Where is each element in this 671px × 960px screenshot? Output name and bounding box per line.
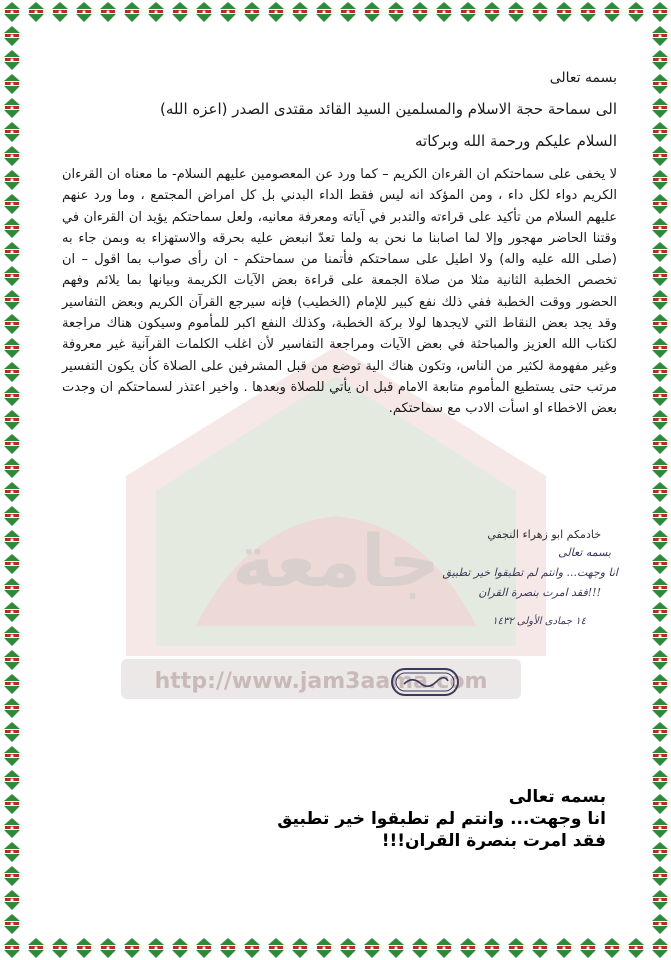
letter-basmala: بسمه تعالى bbox=[549, 70, 617, 86]
reply-line-3: فقد امرت بنصرة القران!!! bbox=[381, 831, 606, 851]
letter-body bbox=[62, 56, 617, 420]
handwritten-line-1: بسمه تعالى bbox=[558, 546, 611, 559]
letter-paragraph: لا يخفى على سماحتكم ان القرءان الكريم – كما ورد عن المعصومين عليهم السلام- ما معناه ان القرءان الكريم دواء لكل داء ، ومن المؤكد انه ليس فقط الداء البدني بل كل امراض المجتمع ، وما ورد عنهم عليهم السلام من تأكيد على قراءته والتدبر في آياته ومعرفة معانيه، ولعل سماحتكم يؤيد ان القرءان في وقتنا الحاضر مهجور وإلا لما اصابنا ما نحن به ولما تعدّ انبعض عليه بحرقه والاستهزاء به وبمن جاء به (صلى الله عليه واله) ولا اطيل على سماحتكم فأتمنا من سماحتكم - ان رأى صواب بما اقول – ان تخصص الخطبة الثانية مثلا من صلاة الجمعة على قراءة بعض الآيات الكريمة وبيانها بما يلائم وفهم الحضور ووقت الخطبة ففي ذلك نفع كبير للإمام (الخطيب) فإنه سيرجع القرآن الكريم وبعض التفاسير وقد يجد بعض النقاط التي لايجدها لولا بركة الخطبة، وكذلك النفع اكبر للمأموم وسيكون هناك مراجعة لكتاب الله العزيز والمباحثة في بعض الآيات ومراجعة التفاسير لأن اغلب الكلمات القرآنية غير معروفة وغير مفهومة لكثير من الناس، وتكون هناك الية توضع من قبل المشرفين على الصلاة كأن يكون التفسير مرتب حتى يستطيع المأموم متابعة الامام قبل ان يأتي للصلاة وبعدها . واخير اعتذر لسماحتكم ان وجدت بعض الاخطاء او اسأت الادب مع سماحتكم. bbox=[62, 167, 617, 417]
handwritten-line-3: فقد امرت بنصرة القران!!! bbox=[478, 586, 601, 599]
seal-stamp bbox=[390, 667, 460, 697]
watermark-url-text: http://www.jam3aama.com bbox=[154, 669, 488, 694]
handwritten-annotation bbox=[386, 536, 626, 636]
letter-signer: خادمكم ابو زهراء النجفي bbox=[487, 528, 601, 541]
reply-line-1: بسمه تعالى bbox=[508, 787, 606, 807]
letter-greeting: السلام عليكم ورحمة الله وبركاته bbox=[415, 132, 617, 150]
letter-addressee: الى سماحة حجة الاسلام والمسلمين السيد القائد مقتدى الصدر (اعزه الله) bbox=[160, 100, 617, 118]
letter-page bbox=[26, 26, 645, 934]
handwritten-date: ١٤ جمادى الأولى ١٤٣٢ bbox=[492, 616, 586, 627]
watermark-logo-text: جامعة bbox=[232, 519, 440, 603]
watermark-url-banner bbox=[121, 654, 521, 704]
reply-line-2: انا وجهت... وانتم لم تطبقوا خير تطبيق bbox=[277, 809, 606, 829]
typed-reply bbox=[86, 786, 606, 852]
handwritten-line-2: انا وجهت... وانتم لم تطبقوا خير تطبيق bbox=[442, 566, 618, 579]
